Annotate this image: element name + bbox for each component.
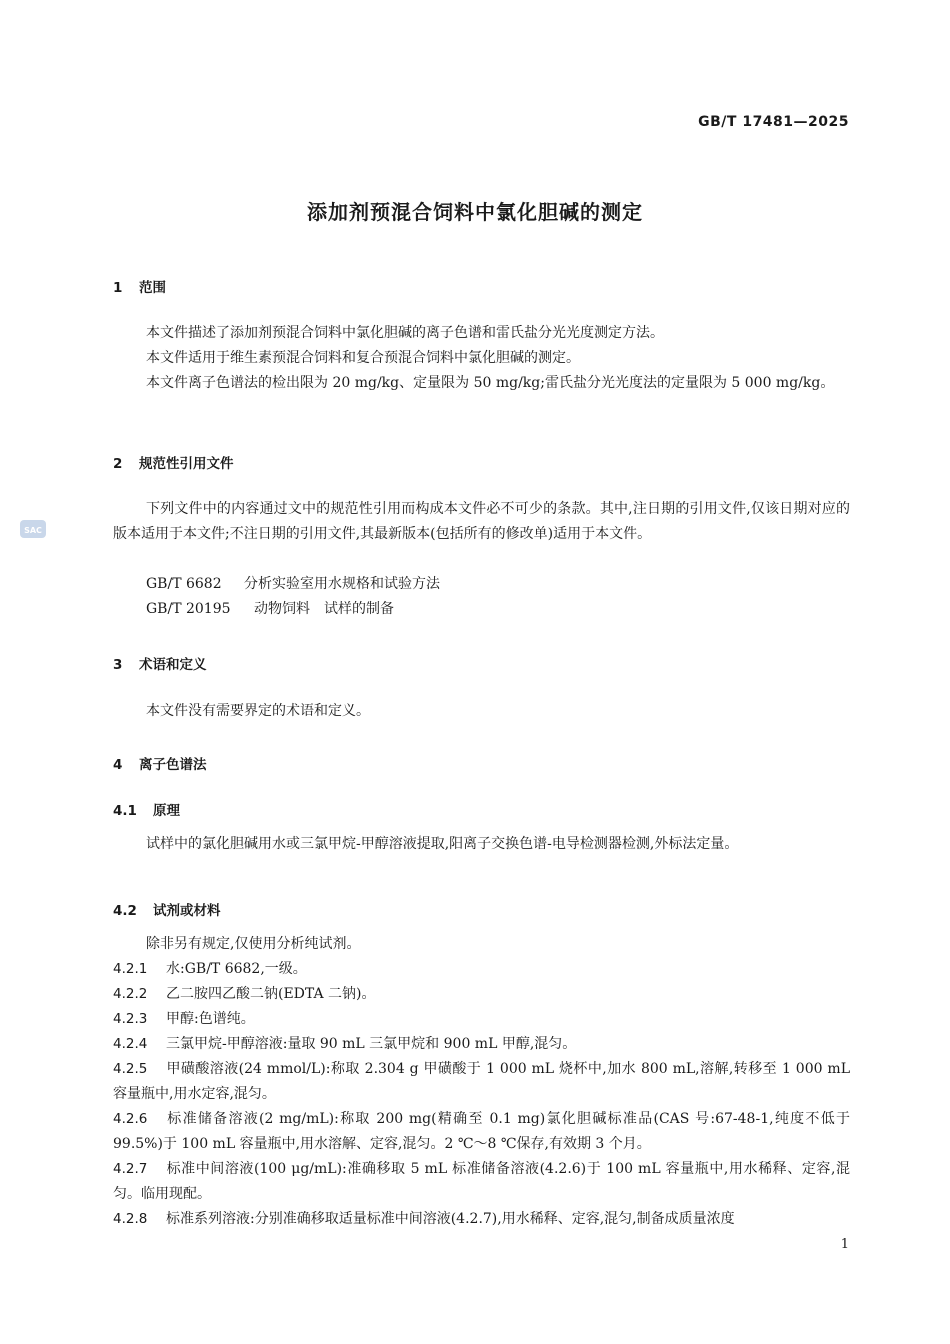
paragraph: 本文件描述了添加剂预混合饲料中氯化胆碱的离子色谱和雷氏盐分光光度测定方法。 (146, 325, 664, 341)
item-text: 标准中间溶液(100 μg/mL):准确移取 5 mL 标准储备溶液(4.2.6)于 100 mL 容量瓶中,用水稀释、定容,混匀。临用现配。 (113, 1161, 850, 1202)
list-item (113, 1057, 850, 1107)
list-item (113, 1007, 850, 1032)
standard-code: GB/T 17481—2025 (698, 114, 849, 130)
item-text: 甲磺酸溶液(24 mmol/L):称取 2.304 g 甲磺酸于 1 000 mL 烧杯中,加水 800 mL,溶解,转移至 1 000 mL 容量瓶中,用水定容,混匀。 (113, 1061, 850, 1102)
item-text: 三氯甲烷-甲醇溶液:量取 90 mL 三氯甲烷和 900 mL 甲醇,混匀。 (166, 1036, 577, 1052)
list-item (113, 957, 850, 982)
subsection-number: 4.1 (113, 803, 137, 819)
section-number: 3 (113, 657, 123, 673)
paragraph: 下列文件中的内容通过文中的规范性引用而构成本文件必不可少的条款。其中,注日期的引用文件,仅该日期对应的版本适用于本文件;不注日期的引用文件,其最新版本(包括所有的修改单)适用于本文件。 (113, 501, 850, 542)
item-number: 4.2.2 (113, 986, 148, 1002)
subsection-number: 4.2 (113, 903, 137, 919)
section-heading-2 (113, 452, 234, 472)
section-number: 2 (113, 456, 123, 472)
paragraph: 本文件适用于维生素预混合饲料和复合预混合饲料中氯化胆碱的测定。 (146, 350, 580, 366)
item-number: 4.2.1 (113, 961, 148, 977)
sac-watermark-logo (20, 518, 46, 540)
section-title: 规范性引用文件 (139, 456, 234, 472)
paragraph: 本文件离子色谱法的检出限为 20 mg/kg、定量限为 50 mg/kg;雷氏盐分光光度法的定量限为 5 000 mg/kg。 (146, 375, 835, 391)
paragraph: 试样中的氯化胆碱用水或三氯甲烷-甲醇溶液提取,阳离子交换色谱-电导检测器检测,外标法定量。 (146, 836, 739, 852)
subsection-title: 试剂或材料 (153, 903, 221, 919)
list-item (113, 1207, 850, 1232)
paragraph: 除非另有规定,仅使用分析纯试剂。 (146, 936, 361, 952)
item-number: 4.2.4 (113, 1036, 148, 1052)
item-number: 4.2.5 (113, 1061, 148, 1077)
paragraph: 本文件没有需要界定的术语和定义。 (146, 703, 370, 719)
reference-item (146, 597, 394, 622)
section-number: 4 (113, 757, 123, 773)
section-heading-1 (113, 276, 166, 296)
section-heading-3 (113, 653, 207, 673)
reference-title: 动物饲料 试样的制备 (254, 601, 394, 617)
item-text: 水:GB/T 6682,一级。 (166, 961, 307, 977)
item-number: 4.2.8 (113, 1211, 148, 1227)
reference-code: GB/T 20195 (146, 601, 231, 617)
reference-title: 分析实验室用水规格和试验方法 (244, 576, 440, 592)
reference-code: GB/T 6682 (146, 576, 222, 592)
section-title: 离子色谱法 (139, 757, 207, 773)
item-text: 甲醇:色谱纯。 (166, 1011, 255, 1027)
subsection-title: 原理 (153, 803, 180, 819)
item-number: 4.2.7 (113, 1161, 148, 1177)
page-number: 1 (840, 1237, 849, 1252)
section-title: 范围 (139, 280, 166, 296)
svg-text:SAC: SAC (24, 526, 42, 535)
list-item (113, 1032, 850, 1057)
item-number: 4.2.3 (113, 1011, 148, 1027)
item-text: 乙二胺四乙酸二钠(EDTA 二钠)。 (166, 986, 376, 1002)
item-number: 4.2.6 (113, 1111, 148, 1127)
section-title: 术语和定义 (139, 657, 207, 673)
list-item (113, 1107, 850, 1157)
item-text: 标准系列溶液:分别准确移取适量标准中间溶液(4.2.7),用水稀释、定容,混匀,制备成质量浓度 (166, 1211, 735, 1227)
reference-item (146, 572, 440, 597)
section-heading-4 (113, 753, 207, 773)
subsection-heading-4-1 (113, 799, 180, 819)
document-title: 添加剂预混合饲料中氯化胆碱的测定 (307, 200, 643, 224)
subsection-heading-4-2 (113, 899, 221, 919)
item-text: 标准储备溶液(2 mg/mL):称取 200 mg(精确至 0.1 mg)氯化胆碱标准品(CAS 号:67-48-1,纯度不低于 99.5%)于 100 mL 容量瓶中,用水溶解、定容,混匀。2 ℃～8 ℃保存,有效期 3 个月。 (113, 1111, 850, 1152)
section-number: 1 (113, 280, 123, 296)
list-item (113, 982, 850, 1007)
list-item (113, 1157, 850, 1207)
